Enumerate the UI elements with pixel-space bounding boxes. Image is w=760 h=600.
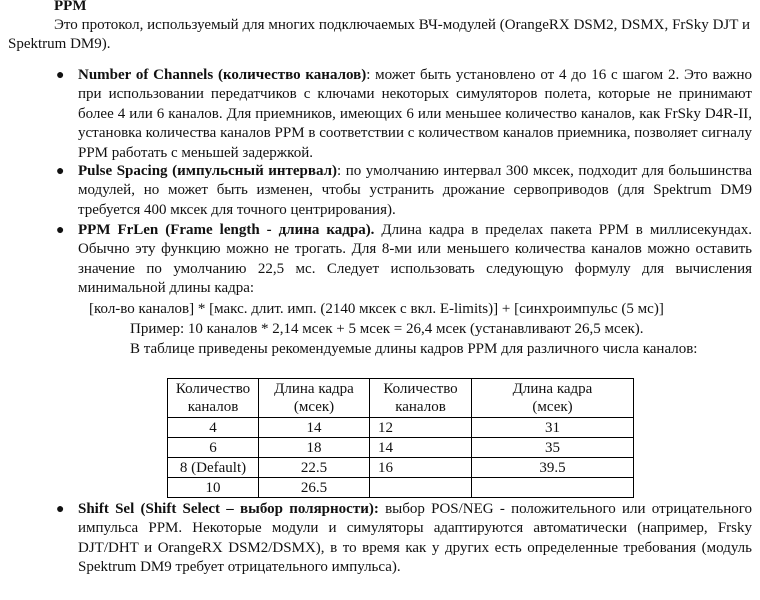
item-term: PPM FrLen (Frame length - длина кадра). <box>78 222 375 238</box>
table-header-cell: Количество каналов <box>168 379 259 418</box>
table-cell: 18 <box>259 438 370 458</box>
table-cell: 31 <box>472 418 634 438</box>
table-cell <box>370 478 472 498</box>
frame-length-table <box>167 378 634 498</box>
item-term: Pulse Spacing (импульсный интервал) <box>78 163 338 179</box>
bullet-icon: ● <box>56 68 65 83</box>
table-header-row <box>168 379 634 418</box>
item-text: : по умолчанию интервал 300 мксек, подходит для большинства модулей, но может быть изменен, чтобы устранить дрожание сервоприводов (для Spektrum DM9 требуется 400 мксек для точного центрирования). <box>78 163 752 218</box>
table-cell: 39.5 <box>472 458 634 478</box>
table-row <box>168 418 634 438</box>
bullet-icon: ● <box>56 223 65 238</box>
table-cell: 12 <box>370 418 472 438</box>
table-cell: 35 <box>472 438 634 458</box>
formula-example: Пример: 10 каналов * 2,14 мсек + 5 мсек = 26,4 мсек (устанавливают 26,5 мсек). <box>130 321 644 337</box>
table-cell: 4 <box>168 418 259 438</box>
table-cell: 14 <box>370 438 472 458</box>
table-header-cell: Длина кадра (мсек) <box>472 379 634 418</box>
table-cell: 26.5 <box>259 478 370 498</box>
table-cell <box>472 478 634 498</box>
list-item-frame-length <box>56 221 752 299</box>
table-cell: 14 <box>259 418 370 438</box>
table-intro: В таблице приведены рекомендуемые длины кадров PPM для различного числа каналов: <box>130 341 698 357</box>
item-text: Длина кадра в пределах пакета PPM в миллисекундах. Обычно эту функцию можно не трогать. Для 8-ми или меньшего количества каналов можно оставить значение по умолчанию 22,5 мс. Следует использовать следующую формулу для вычисления минимальной длины кадра: <box>78 222 752 297</box>
table-header-cell: Количество каналов <box>370 379 472 418</box>
table-row <box>168 478 634 498</box>
list-item-pulse-spacing <box>56 162 752 220</box>
item-text: выбор POS/NEG - положительного или отрицательного импульса PPM. Некоторые модули и симуляторы адаптируются автоматически (например, Frsky DJT/DHT и OrangeRX DSM2/DSMX), в то время как у других есть определенные требования (модуль Spektrum DM9 требует отрицательного импульса). <box>78 501 753 576</box>
bullet-icon: ● <box>56 164 65 179</box>
table-cell: 8 (Default) <box>168 458 259 478</box>
item-term: Shift Sel (Shift Select – выбор полярности): <box>78 501 379 517</box>
bullet-icon: ● <box>56 502 65 517</box>
table-cell: 22.5 <box>259 458 370 478</box>
table-row <box>168 438 634 458</box>
table-cell: 16 <box>370 458 472 478</box>
item-text: : может быть установлено от 4 до 16 с шагом 2. Это важно при использовании передатчиков с ключами некоторых симуляторов полета, которые не принимают более 4 или 6 каналов. Для приемников, имеющих 6 или меньшее количество каналов, как FrSky D4R-II, установка количества каналов PPM в соответствии с количеством каналов приемника, позволяет сигналу PPM работать с меньшей задержкой. <box>78 67 752 161</box>
table-cell: 6 <box>168 438 259 458</box>
item-term: Number of Channels (количество каналов) <box>78 67 367 83</box>
table-header-cell: Длина кадра (мсек) <box>259 379 370 418</box>
table-row <box>168 458 634 478</box>
intro-paragraph: Это протокол, используемый для многих подключаемых ВЧ-модулей (OrangeRX DSM2, DSMX, FrSky DJT и Spektrum DM9). <box>8 17 750 53</box>
list-item-shift-select <box>56 500 753 578</box>
list-item-channels <box>56 66 752 163</box>
section-heading: PPM <box>54 0 87 14</box>
table-cell: 10 <box>168 478 259 498</box>
frame-length-formula: [кол-во каналов] * [макс. длит. имп. (2140 мксек с вкл. E-limits)] + [синхроимпульс (5 мс)] <box>89 301 664 317</box>
